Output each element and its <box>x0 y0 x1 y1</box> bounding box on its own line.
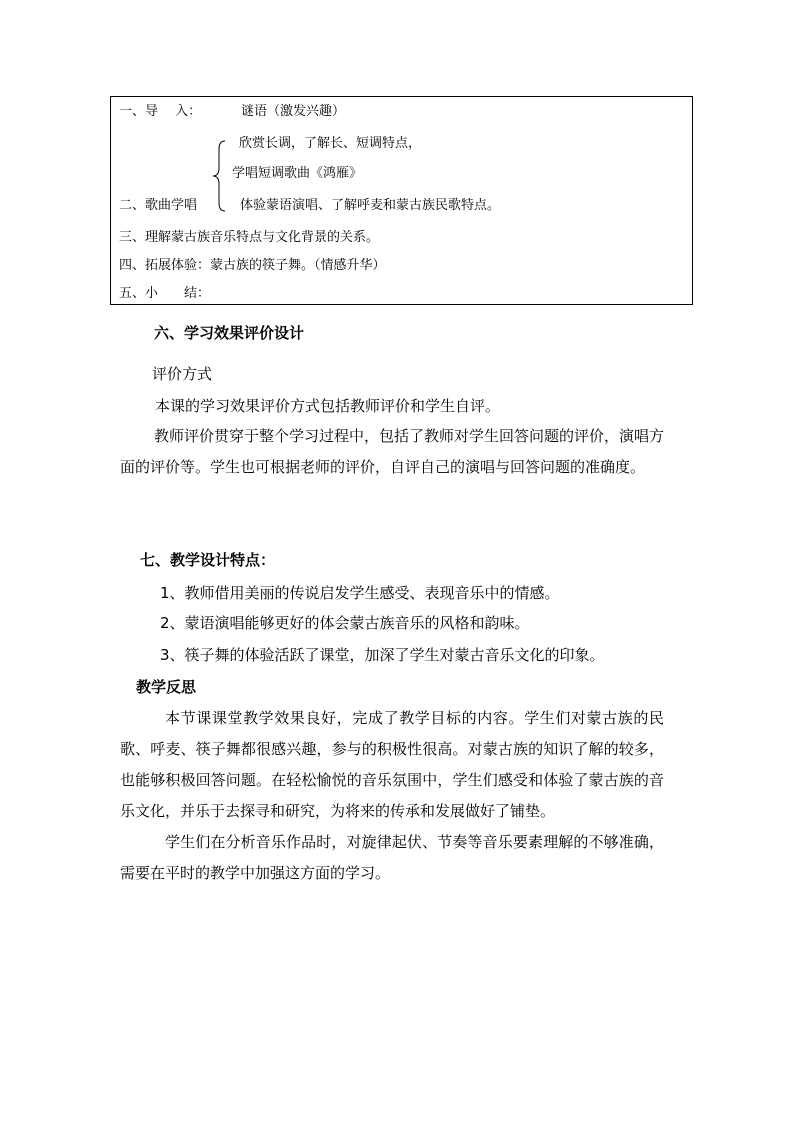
table-row-2-label: 二、歌曲学唱 <box>119 198 198 213</box>
reflection-heading: 教学反思 <box>136 678 197 696</box>
section-6-paragraph-1: 本课的学习效果评价方式包括教师评价和学生自评。 <box>155 397 501 415</box>
section-7-item-3: 3、筷子舞的体验活跃了课堂，加深了学生对蒙古音乐文化的印象。 <box>160 646 605 664</box>
curly-brace-icon <box>212 140 228 212</box>
table-sub-item-1: 欣赏长调，了解长、短调特点， <box>239 136 422 151</box>
reflection-paragraph-2: 学生们在分析音乐作品时，对旋律起伏、节奏等音乐要素理解的不够准确，需要在平时的教学中加强这方面的学习。 <box>120 833 664 882</box>
section-7-item-1: 1、教师借用美丽的传说启发学生感受、表现音乐中的情感。 <box>160 584 560 602</box>
table-row-5: 五、小 结： <box>119 286 211 301</box>
table-row-1-text: 谜语（激发兴趣） <box>241 104 346 119</box>
table-row-1-label: 一、导 入： <box>119 104 202 119</box>
table-sub-item-3: 体验蒙语演唱、了解呼麦和蒙古族民歌特点。 <box>240 198 501 213</box>
section-6-heading: 六、学习效果评价设计 <box>154 324 305 342</box>
section-7-item-2: 2、蒙语演唱能够更好的体会蒙古族音乐的风格和韵味。 <box>160 614 530 632</box>
section-7-heading: 七、教学设计特点： <box>140 551 276 569</box>
section-6-subheading: 评价方式 <box>152 365 213 383</box>
table-row-3: 三、理解蒙古族音乐特点与文化背景的关系。 <box>119 230 380 245</box>
table-row-4: 四、拓展体验：蒙古族的筷子舞。（情感升华） <box>119 258 386 273</box>
section-6-paragraph-2: 教师评价贯穿于整个学习过程中，包括了教师对学生回答问题的评价，演唱方面的评价等。学生也可根据老师的评价，自评自己的演唱与回答问题的准确度。 <box>120 427 665 476</box>
table-sub-item-2: 学唱短调歌曲《鸿雁》 <box>232 166 363 181</box>
reflection-paragraph-1: 本节课课堂教学效果良好，完成了教学目标的内容。学生们对蒙古族的民歌、呼麦、筷子舞都很感兴趣，参与的积极性很高。对蒙古族的知识了解的较多，也能够积极回答问题。在轻松愉悦的音乐氛围中，学生们感受和体验了蒙古族的音乐文化，并乐于去探寻和研究，为将来的传承和发展做好了铺垫。 <box>120 709 664 820</box>
